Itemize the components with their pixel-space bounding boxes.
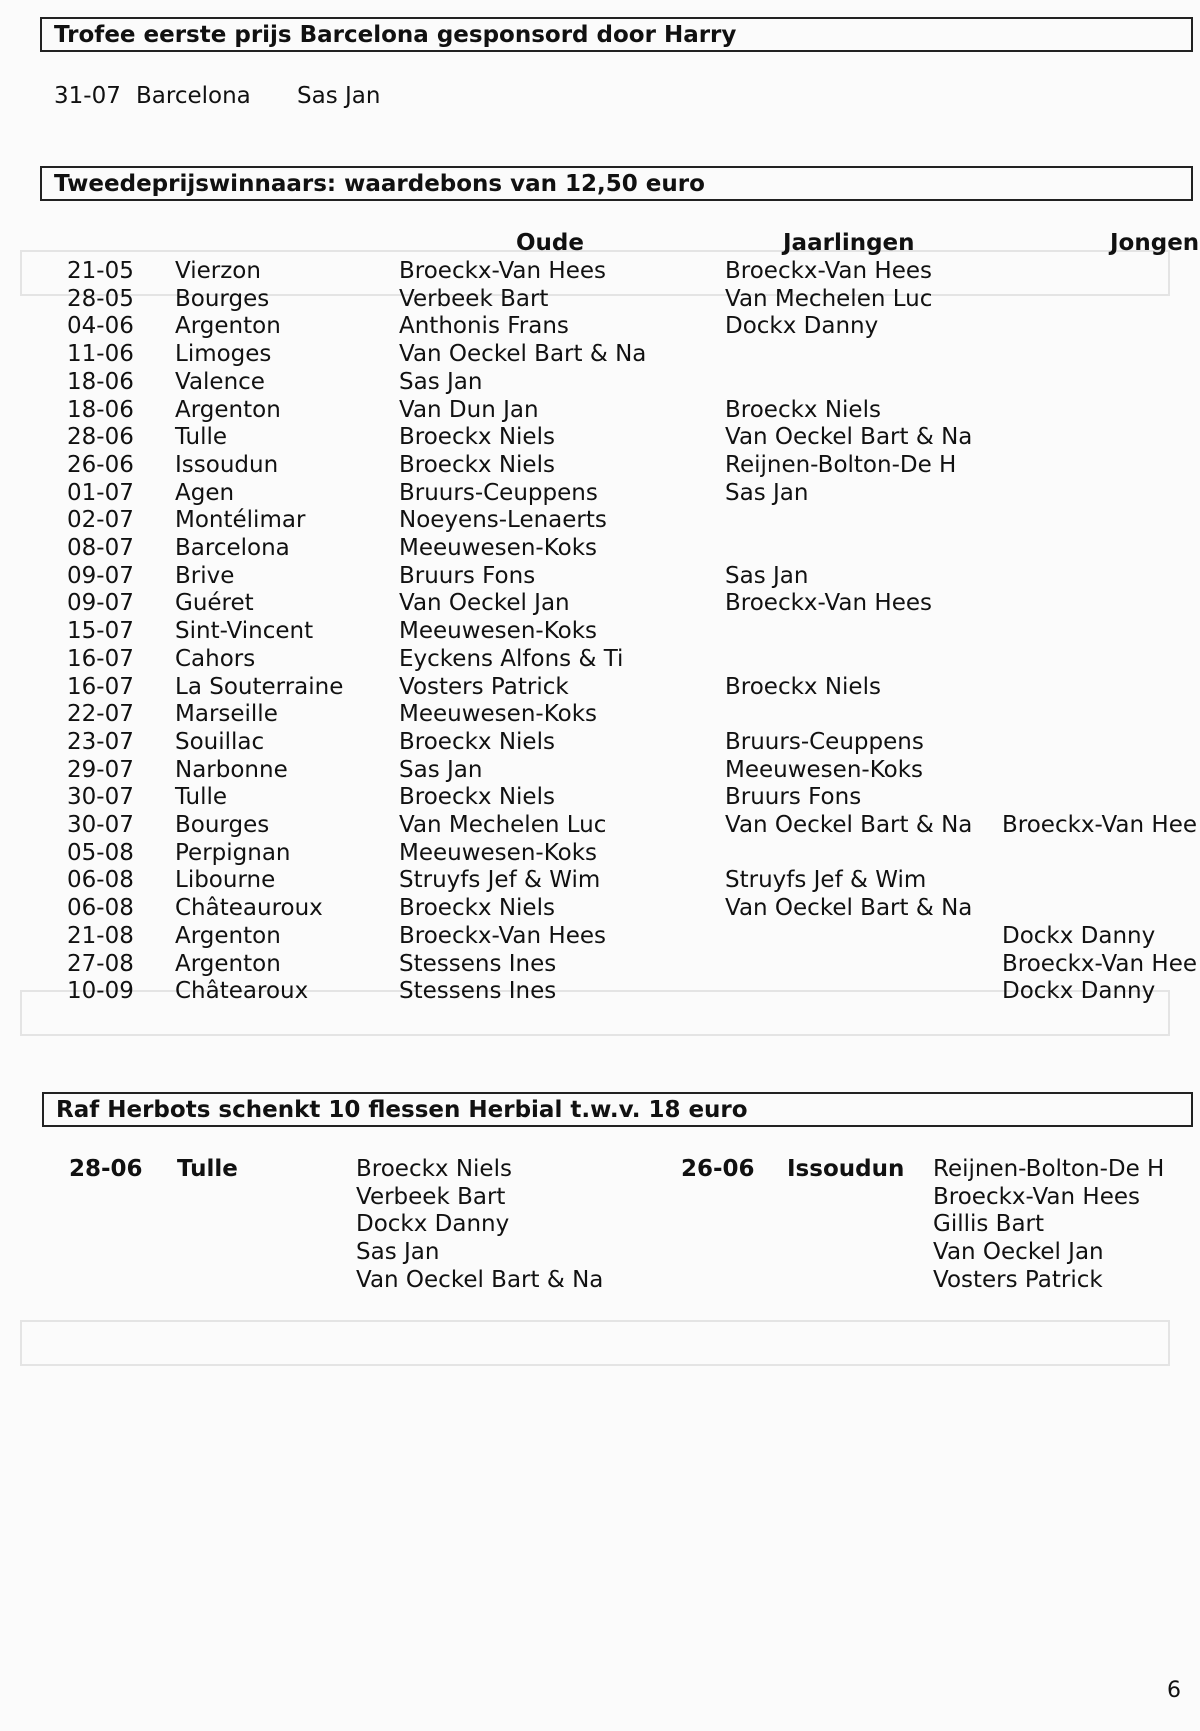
list-item: Van Oeckel Jan xyxy=(933,1239,1104,1266)
row-place: Argenton xyxy=(175,922,281,949)
row-date: 23-07 xyxy=(67,728,134,755)
row-date: 30-07 xyxy=(67,812,134,838)
row-place: Bourges xyxy=(175,812,270,838)
row-place: Cahors xyxy=(175,645,256,672)
trophy-place: Barcelona xyxy=(136,83,251,109)
bleed-through-box xyxy=(20,1320,1170,1366)
row-jaarlingen: Van Mechelen Luc xyxy=(725,285,933,312)
row-place: Tulle xyxy=(175,784,228,811)
trophy-date: 31-07 xyxy=(54,83,121,109)
trophy-header xyxy=(40,17,1193,52)
list-item: Broeckx Niels xyxy=(356,1156,512,1182)
row-date: 18-06 xyxy=(67,396,134,423)
column-header-oude: Oude xyxy=(516,230,584,256)
row-oude: Meeuwesen-Koks xyxy=(399,535,598,561)
row-oude: Sas Jan xyxy=(399,756,483,783)
row-place: Barcelona xyxy=(175,535,290,561)
row-jaarlingen: Meeuwesen-Koks xyxy=(725,756,924,783)
row-jaarlingen: Van Oeckel Bart & Na xyxy=(725,895,973,922)
row-place: Argenton xyxy=(175,396,281,423)
row-jaarlingen: Sas Jan xyxy=(725,562,809,589)
second-prize-title: Tweedeprijswinnaars: waardebons van 12,50 euro xyxy=(54,170,705,197)
row-date: 21-05 xyxy=(67,258,134,284)
trophy-winner: Sas Jan xyxy=(297,83,381,109)
row-date: 18-06 xyxy=(67,368,134,395)
herbial-right-place: Issoudun xyxy=(787,1156,905,1182)
row-place: Argenton xyxy=(175,313,281,340)
list-item: Dockx Danny xyxy=(356,1211,510,1238)
row-date: 08-07 xyxy=(67,535,134,561)
row-date: 02-07 xyxy=(67,507,134,534)
row-place: Vierzon xyxy=(175,258,261,284)
list-item: Van Oeckel Bart & Na xyxy=(356,1266,604,1293)
row-date: 28-05 xyxy=(67,285,134,312)
row-jaarlingen: Struyfs Jef & Wim xyxy=(725,867,927,894)
row-place: Bourges xyxy=(175,285,270,312)
row-date: 10-09 xyxy=(67,978,134,1005)
row-jongen: Dockx Danny xyxy=(1002,978,1156,1005)
row-date: 30-07 xyxy=(67,784,134,811)
row-place: La Souterraine xyxy=(175,673,344,700)
row-jaarlingen: Sas Jan xyxy=(725,479,809,506)
row-date: 16-07 xyxy=(67,673,134,700)
row-place: Valence xyxy=(175,368,265,395)
row-oude: Bruurs-Ceuppens xyxy=(399,479,598,506)
row-place: Souillac xyxy=(175,728,265,755)
row-place: Tulle xyxy=(175,424,228,451)
row-date: 28-06 xyxy=(67,424,134,451)
row-place: Agen xyxy=(175,479,235,506)
row-date: 27-08 xyxy=(67,950,134,977)
row-date: 06-08 xyxy=(67,895,134,922)
row-oude: Struyfs Jef & Wim xyxy=(399,867,601,894)
row-jaarlingen: Reijnen-Bolton-De H xyxy=(725,451,957,478)
herbial-left-place: Tulle xyxy=(177,1156,238,1182)
herbial-header xyxy=(42,1092,1193,1127)
row-oude: Anthonis Frans xyxy=(399,313,569,340)
list-item: Reijnen-Bolton-De H xyxy=(933,1156,1165,1182)
row-oude: Broeckx Niels xyxy=(399,895,555,922)
row-oude: Meeuwesen-Koks xyxy=(399,839,598,866)
row-date: 29-07 xyxy=(67,756,134,783)
row-oude: Broeckx-Van Hees xyxy=(399,922,606,949)
row-jaarlingen: Broeckx-Van Hees xyxy=(725,590,932,617)
row-place: Perpignan xyxy=(175,839,291,866)
row-oude: Broeckx Niels xyxy=(399,451,555,478)
trophy-title: Trofee eerste prijs Barcelona gesponsord door Harry xyxy=(54,21,737,48)
row-place: Libourne xyxy=(175,867,276,894)
list-item: Gillis Bart xyxy=(933,1211,1045,1238)
row-oude: Van Dun Jan xyxy=(399,396,539,423)
row-place: Brive xyxy=(175,562,235,589)
row-oude: Meeuwesen-Koks xyxy=(399,618,598,645)
row-jaarlingen: Broeckx Niels xyxy=(725,673,881,700)
row-jaarlingen: Bruurs-Ceuppens xyxy=(725,728,924,755)
herbial-title: Raf Herbots schenkt 10 flessen Herbial t.w.v. 18 euro xyxy=(56,1096,748,1123)
row-place: Argenton xyxy=(175,950,281,977)
row-date: 16-07 xyxy=(67,645,134,672)
row-oude: Stessens Ines xyxy=(399,950,557,977)
herbial-left-date: 28-06 xyxy=(69,1156,143,1182)
list-item: Verbeek Bart xyxy=(356,1183,506,1210)
row-date: 04-06 xyxy=(67,313,134,340)
row-place: Châteauroux xyxy=(175,895,323,922)
row-oude: Noeyens-Lenaerts xyxy=(399,507,607,534)
row-place: Marseille xyxy=(175,701,278,728)
row-place: Narbonne xyxy=(175,756,288,783)
row-jaarlingen: Bruurs Fons xyxy=(725,784,862,811)
list-item: Sas Jan xyxy=(356,1239,440,1266)
herbial-right-date: 26-06 xyxy=(681,1156,755,1182)
page-number: 6 xyxy=(1167,1678,1181,1703)
column-header-jongen: Jongen xyxy=(1110,230,1200,256)
row-jaarlingen: Dockx Danny xyxy=(725,313,879,340)
row-jaarlingen: Broeckx-Van Hees xyxy=(725,258,932,284)
row-oude: Bruurs Fons xyxy=(399,562,536,589)
row-date: 06-08 xyxy=(67,867,134,894)
row-jongen: Broeckx-Van Hee xyxy=(1002,950,1198,977)
row-oude: Broeckx Niels xyxy=(399,728,555,755)
row-place: Sint-Vincent xyxy=(175,618,314,645)
row-date: 22-07 xyxy=(67,701,134,728)
row-oude: Broeckx Niels xyxy=(399,424,555,451)
row-oude: Meeuwesen-Koks xyxy=(399,701,598,728)
row-jaarlingen: Van Oeckel Bart & Na xyxy=(725,812,973,838)
row-date: 15-07 xyxy=(67,618,134,645)
row-place: Montélimar xyxy=(175,507,306,534)
row-date: 01-07 xyxy=(67,479,134,506)
row-oude: Stessens Ines xyxy=(399,978,557,1005)
row-place: Limoges xyxy=(175,341,272,368)
row-oude: Broeckx-Van Hees xyxy=(399,258,606,284)
row-jaarlingen: Van Oeckel Bart & Na xyxy=(725,424,973,451)
row-oude: Verbeek Bart xyxy=(399,285,549,312)
row-oude: Broeckx Niels xyxy=(399,784,555,811)
row-place: Issoudun xyxy=(175,451,279,478)
row-date: 26-06 xyxy=(67,451,134,478)
row-oude: Sas Jan xyxy=(399,368,483,395)
row-place: Châtearoux xyxy=(175,978,309,1005)
column-header-jaarlingen: Jaarlingen xyxy=(783,230,915,256)
row-oude: Vosters Patrick xyxy=(399,673,569,700)
row-place: Guéret xyxy=(175,590,254,617)
list-item: Vosters Patrick xyxy=(933,1266,1103,1293)
row-date: 11-06 xyxy=(67,341,134,368)
row-oude: Van Oeckel Jan xyxy=(399,590,570,617)
row-oude: Van Oeckel Bart & Na xyxy=(399,341,647,368)
row-date: 09-07 xyxy=(67,590,134,617)
row-jongen: Broeckx-Van Hee xyxy=(1002,812,1198,838)
second-prize-header xyxy=(40,166,1193,201)
row-date: 09-07 xyxy=(67,562,134,589)
row-oude: Eyckens Alfons & Ti xyxy=(399,645,624,672)
row-jaarlingen: Broeckx Niels xyxy=(725,396,881,423)
list-item: Broeckx-Van Hees xyxy=(933,1183,1140,1210)
row-date: 21-08 xyxy=(67,922,134,949)
row-jongen: Dockx Danny xyxy=(1002,922,1156,949)
row-date: 05-08 xyxy=(67,839,134,866)
row-oude: Van Mechelen Luc xyxy=(399,812,607,838)
